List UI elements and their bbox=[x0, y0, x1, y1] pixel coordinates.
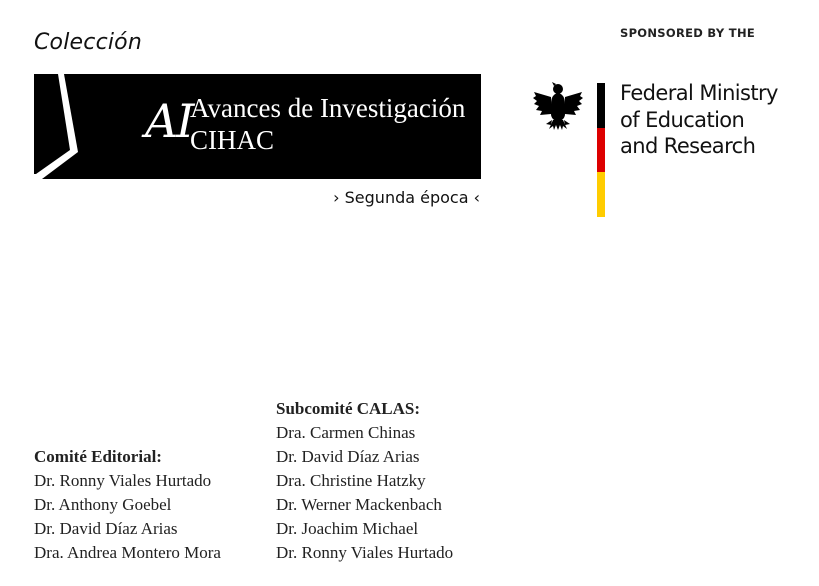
series-title: Avances de Investigación bbox=[190, 93, 466, 123]
german-flag-bar bbox=[597, 83, 605, 217]
ministry-name bbox=[620, 80, 778, 160]
flag-stripe-black bbox=[597, 83, 605, 128]
subcommittee-member: Dra. Carmen Chinas bbox=[276, 423, 416, 442]
subcommittee-heading: Subcomité CALAS: bbox=[276, 399, 421, 418]
edition-label: › Segunda época ‹ bbox=[333, 188, 480, 207]
flag-stripe-gold bbox=[597, 172, 605, 217]
editorial-committee bbox=[34, 445, 221, 565]
committee-member: Dra. Andrea Montero Mora bbox=[34, 543, 221, 562]
committee-member: Dr. David Díaz Arias bbox=[34, 519, 178, 538]
calas-subcommittee bbox=[276, 397, 453, 565]
editorial-heading: Comité Editorial: bbox=[34, 447, 162, 466]
series-banner bbox=[34, 74, 481, 179]
committee-member: Dr. Anthony Goebel bbox=[34, 495, 172, 514]
subcommittee-member: Dra. Christine Hatzky bbox=[276, 471, 426, 490]
sponsor-label: SPONSORED BY THE bbox=[620, 26, 756, 40]
banner-chevron-decoration bbox=[34, 74, 94, 179]
subcommittee-member: Dr. Joachim Michael bbox=[276, 519, 419, 538]
ministry-line: and Research bbox=[620, 134, 756, 158]
subcommittee-member: Dr. Ronny Viales Hurtado bbox=[276, 543, 454, 562]
subcommittee-member: Dr. Werner Mackenbach bbox=[276, 495, 442, 514]
flag-stripe-red bbox=[597, 128, 605, 173]
series-subtitle: CIHAC bbox=[190, 125, 275, 155]
committee-member: Dr. Ronny Viales Hurtado bbox=[34, 471, 212, 490]
subcommittee-member: Dr. David Díaz Arias bbox=[276, 447, 420, 466]
ministry-line: Federal Ministry bbox=[620, 81, 778, 105]
series-logo-mark: AI bbox=[145, 94, 193, 148]
collection-label: Colección bbox=[34, 30, 142, 55]
federal-eagle-icon bbox=[532, 80, 584, 132]
ministry-line: of Education bbox=[620, 107, 745, 132]
